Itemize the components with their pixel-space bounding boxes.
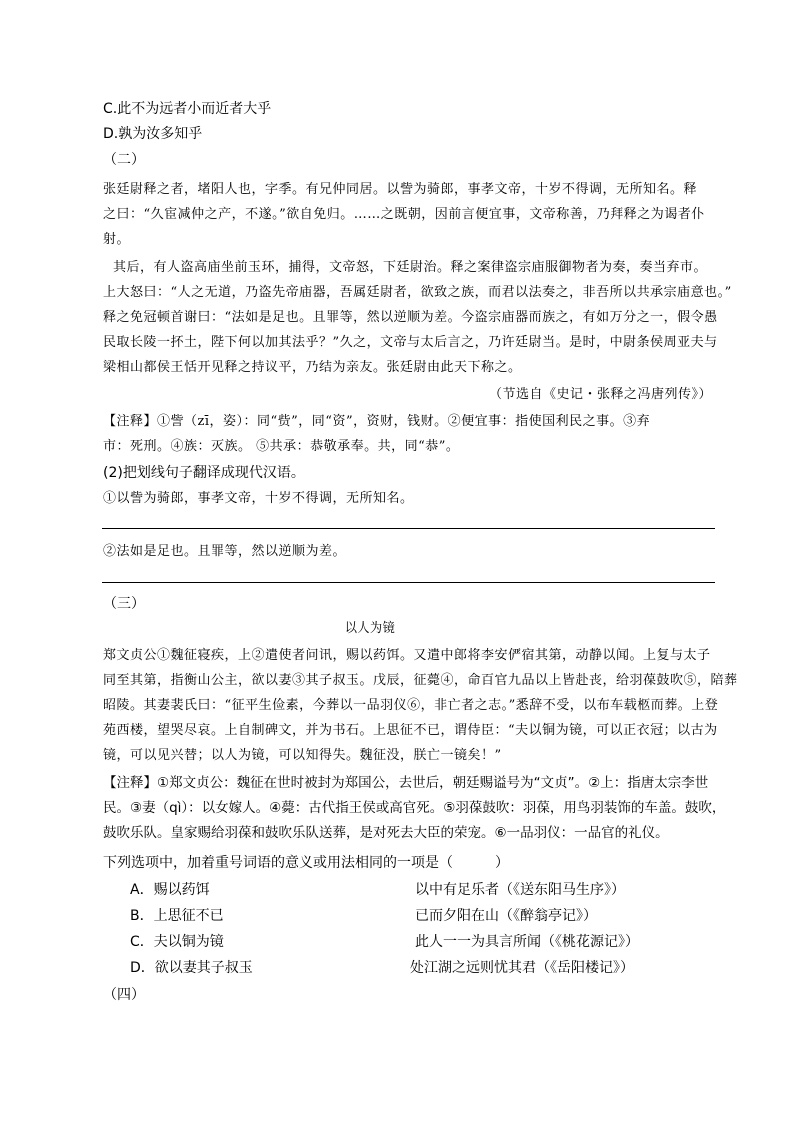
- passage-2-line: 上大怒曰：“人之无道，乃盗先帝庙器，吾属廷尉者，欲致之族，而君以法奏之，非吾所以共承宗庙意也。”: [103, 285, 732, 300]
- option-left[interactable]: D．欲以妻其子叔玉: [130, 960, 253, 976]
- source-citation: （节选自《史记・张释之冯唐列传》）: [488, 387, 712, 402]
- passage-2-line: 张廷尉释之者，堵阳人也，字季。有兄仲同居。以訾为骑郎，事孝文帝，十岁不得调，无所知名。释: [103, 182, 698, 197]
- notes-line: 市：死刑。④族：灭族。 ⑤共承：恭敬承奉。共，同“恭”。: [103, 439, 460, 454]
- passage-2-line: 释之免冠顿首谢曰：“法如是足也。且罪等，然以逆顺为差。今盗宗庙器而族之，有如万分之一，假令愚: [103, 310, 718, 325]
- option-right: 以中有足乐者（《送东阳马生序》）: [415, 882, 625, 898]
- passage-3-line: 昭陵。其妻裴氏曰：“征平生俭素，今葬以一品羽仪⑥，非亡者之志。”悉辞不受，以布车载柩而葬。上登: [103, 698, 719, 713]
- passage-3-title: 以人为镜: [344, 621, 396, 636]
- passage-2-line: 其后，有人盗高庙坐前玉环，捕得，文帝怒，下廷尉治。释之案律盗宗庙服御物者为奏，奏当弃市。: [113, 260, 708, 275]
- option-right: 处江湖之远则忧其君（《岳阳楼记》）: [410, 960, 634, 976]
- option-right: 已而夕阳在山（《醉翁亭记》）: [415, 908, 597, 924]
- multiple-choice-question: 下列选项中，加着重号词语的意义或用法相同的一项是（ ）: [103, 855, 509, 871]
- passage-2-line: 射。: [103, 232, 131, 247]
- option-left[interactable]: C．夫以铜为镜: [130, 934, 224, 950]
- option-d: D.孰为汝多知乎: [103, 126, 203, 142]
- passage-2-line: 民取长陵一抔土，陛下何以加其法乎？”久之，文帝与太后言之，乃许廷尉当。是时，中尉条侯周亚夫与: [103, 335, 718, 350]
- passage-3-line: 郑文贞公①魏征寝疾，上②遣使者问讯，赐以药饵。又遣中郎将李安俨宿其第，动静以闻。上复与太子: [103, 648, 711, 663]
- translation-question: (2)把划线句子翻译成现代汉语。: [103, 465, 305, 481]
- notes-line: 民。③妻（qì）：以女嫁人。④薨：古代指王侯或高官死。⑤羽葆鼓吹：羽葆，用鸟羽装饰的车盖。鼓吹，: [103, 800, 726, 816]
- notes-line: 【注释】①訾（zī，姿）：同“赀”，同“资”，资财，钱财。②便宜事：指使国利民之事。③弃: [103, 414, 651, 429]
- option-right: 此人一一为具言所闻（《桃花源记》）: [415, 934, 639, 950]
- passage-3-line: 同至其第，指衡山公主，欲以妻③其子叔玉。戊辰，征薨④，命百官九品以上皆赴丧，给羽葆鼓吹⑤，陪葬: [103, 673, 738, 688]
- section-3-heading: （三）: [103, 596, 145, 612]
- answer-line[interactable]: [102, 528, 715, 529]
- option-c: C.此不为远者小而近者大乎: [103, 101, 272, 117]
- passage-2-line: 之曰：“久宦减仲之产，不遂。”欲自免归。……之既朝，因前言便宜事，文帝称善，乃拜释之为谒者仆: [103, 207, 705, 222]
- passage-3-line: 苑西楼，望哭尽哀。上自制碑文，并为书石。上思征不已，谓侍臣：“夫以铜为镜，可以正衣冠；以古为: [103, 723, 718, 738]
- passage-2-line: 梁相山都侯王恬开见释之持议平，乃结为亲友。张廷尉由此天下称之。: [103, 360, 522, 375]
- passage-3-line: 镜，可以见兴替；以人为镜，可以知得失。魏征没，朕亡一镜矣！”: [103, 748, 502, 763]
- section-4-heading: （四）: [103, 987, 145, 1003]
- sentence-2: ②法如是足也。且罪等，然以逆顺为差。: [103, 544, 347, 559]
- section-2-heading: （二）: [103, 152, 145, 168]
- option-left[interactable]: A．赐以药饵: [130, 882, 210, 898]
- sentence-1: ①以訾为骑郎，事孝文帝，十岁不得调，无所知名。: [103, 491, 414, 506]
- option-left[interactable]: B．上思征不已: [130, 908, 224, 924]
- answer-line[interactable]: [102, 582, 715, 583]
- notes-line: 鼓吹乐队。皇家赐给羽葆和鼓吹乐队送葬，是对死去大臣的荣宠。⑥一品羽仪：一品官的礼仪。: [103, 825, 669, 841]
- notes-line: 【注释】①郑文贞公：魏征在世时被封为郑国公，去世后，朝廷赐谥号为“文贞”。②上：指唐太宗李世: [103, 775, 709, 791]
